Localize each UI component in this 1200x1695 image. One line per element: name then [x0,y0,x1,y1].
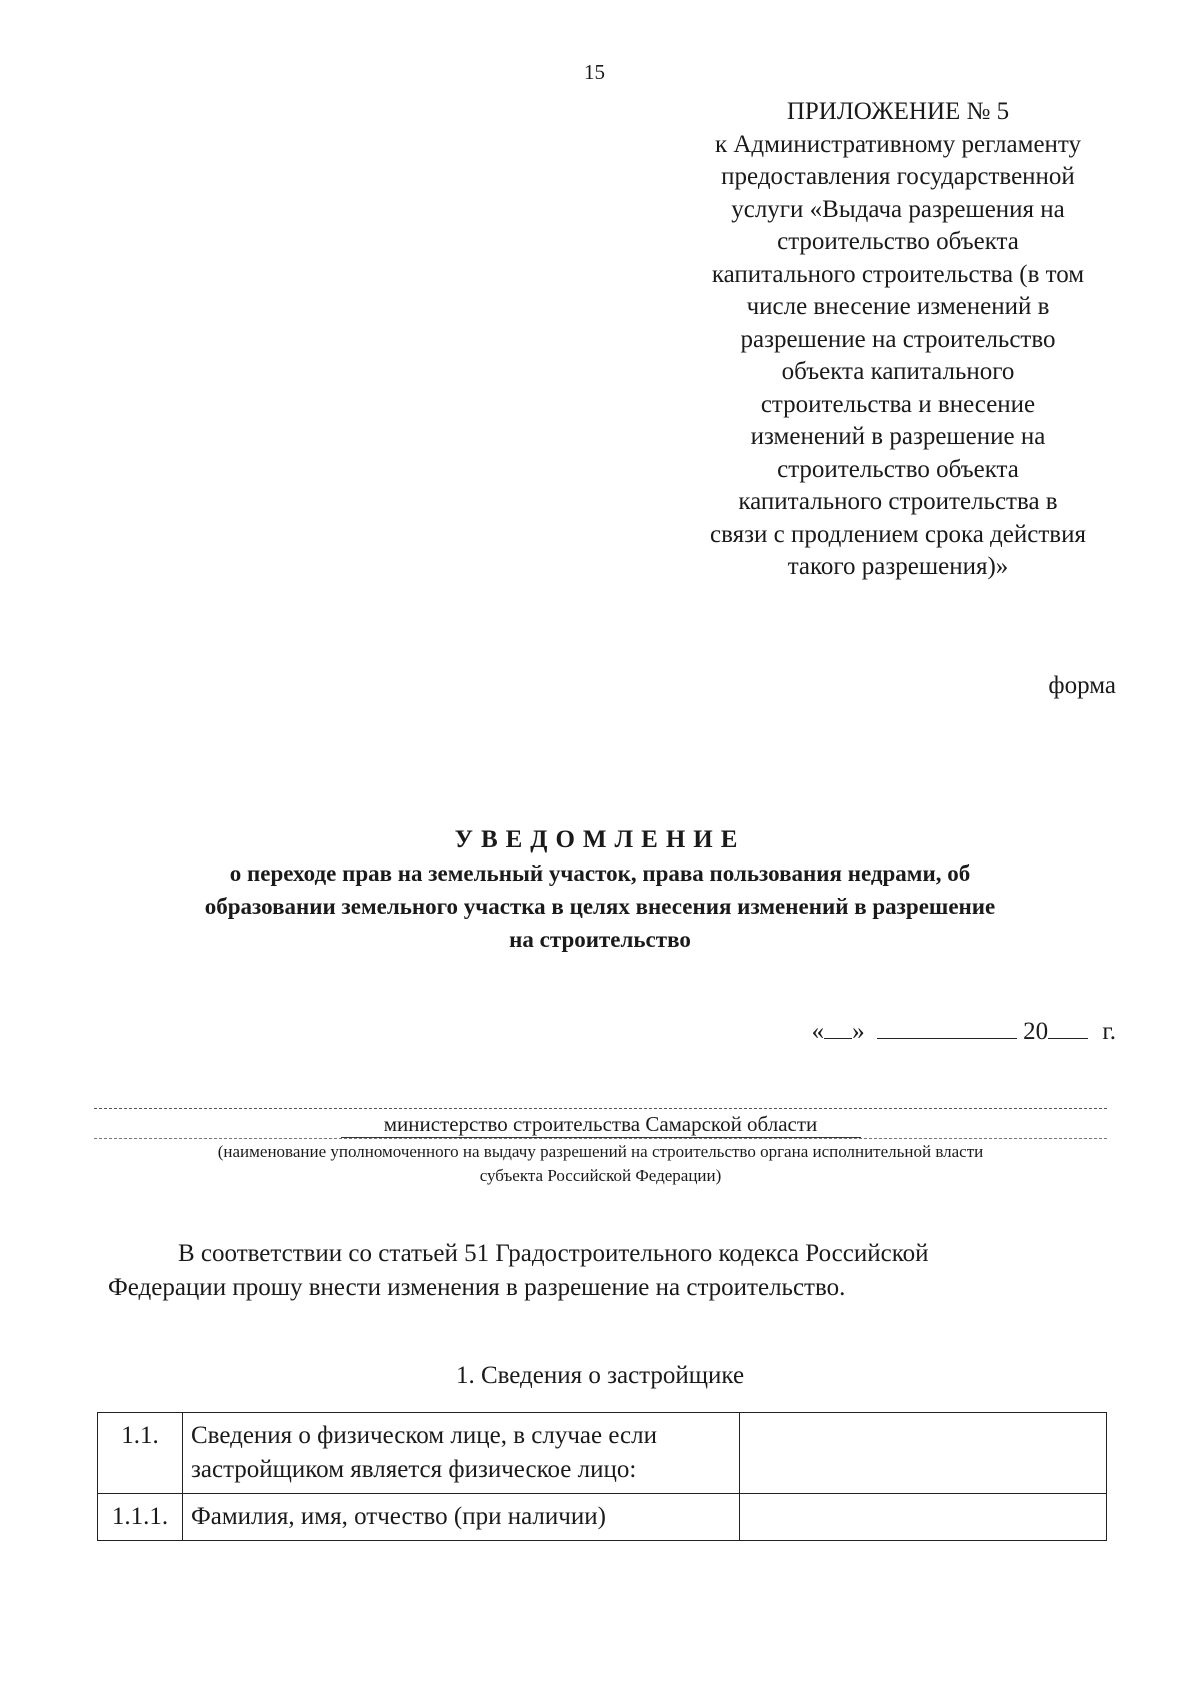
month-blank[interactable] [877,1018,1017,1039]
appendix-line: услуги «Выдача разрешения на [731,195,1065,223]
notice-subtitle-line: образовании земельного участка в целях внесения изменений в разрешение [204,894,996,919]
appendix-line: строительства и внесение [760,390,1036,418]
authority-caption-line: субъекта Российской Федерации) [479,1166,722,1185]
notice-subtitle-line: на строительство [509,927,691,952]
appendix-line: ПРИЛОЖЕНИЕ № 5 [786,98,1010,125]
authority-caption-line: (наименование уполномоченного на выдачу разрешений на строительство органа исполнительной власти [217,1142,984,1161]
appendix-line: строительство объекта [777,455,1019,483]
form-label: форма [1048,672,1116,699]
year-blank[interactable] [1048,1018,1088,1039]
authority-caption [94,1140,1107,1188]
appendix-line: разрешение на строительство [740,325,1056,353]
authority-name-field [94,1112,1107,1138]
row-number: 1.1.1. [98,1494,183,1541]
appendix-line: капитального строительства (в том [711,260,1085,288]
day-blank[interactable] [824,1018,852,1039]
date-open-quote: « [811,1018,825,1045]
table-row [98,1494,1107,1541]
appendix-header [668,96,1128,584]
row-value-cell[interactable] [740,1413,1107,1494]
appendix-line: такого разрешения)» [787,553,1009,580]
row-number: 1.1. [98,1413,183,1494]
year-prefix: 20 [1023,1018,1049,1045]
authority-name: министерство строительства Самарской области [341,1112,861,1138]
date-close-quote: » [852,1018,865,1045]
section-heading: 1. Сведения о застройщике [455,1362,745,1389]
year-suffix: г. [1102,1018,1116,1045]
authority-top-rule [94,1108,1107,1109]
row-value-cell[interactable] [740,1494,1107,1541]
appendix-line: строительство объекта [777,228,1019,255]
row-label: Сведения о физическом лице, в случае если застройщиком является физическое лицо: [183,1413,740,1494]
appendix-line: изменений в разрешение на [750,423,1046,450]
paragraph-line: В соответствии со статьей 51 Градостроительного кодекса Российской [178,1240,929,1267]
authority-bottom-rule [94,1138,1107,1139]
notice-title: УВЕДОМЛЕНИЕ [454,826,746,853]
table-row [98,1413,1107,1494]
date-line [812,1018,1116,1046]
appendix-line: объекта капитального [781,358,1015,385]
row-label: Фамилия, имя, отчество (при наличии) [183,1494,740,1541]
appendix-line: числе внесение изменений в [746,293,1050,320]
appendix-line: предоставления государственной [721,163,1075,190]
paragraph-line: Федерации прошу внести изменения в разрешение на строительство. [108,1274,846,1301]
request-paragraph [108,1237,1108,1305]
appendix-line: капитального строительства в [738,488,1058,515]
notice-subtitle-line: о переходе прав на земельный участок, права пользования недрами, об [229,861,971,886]
developer-info-table [97,1412,1107,1541]
appendix-line: к Административному регламенту [714,130,1082,158]
page-number: 15 [584,60,605,84]
notice-title-block [100,823,1100,956]
appendix-line: связи с продлением срока действия [710,520,1086,548]
